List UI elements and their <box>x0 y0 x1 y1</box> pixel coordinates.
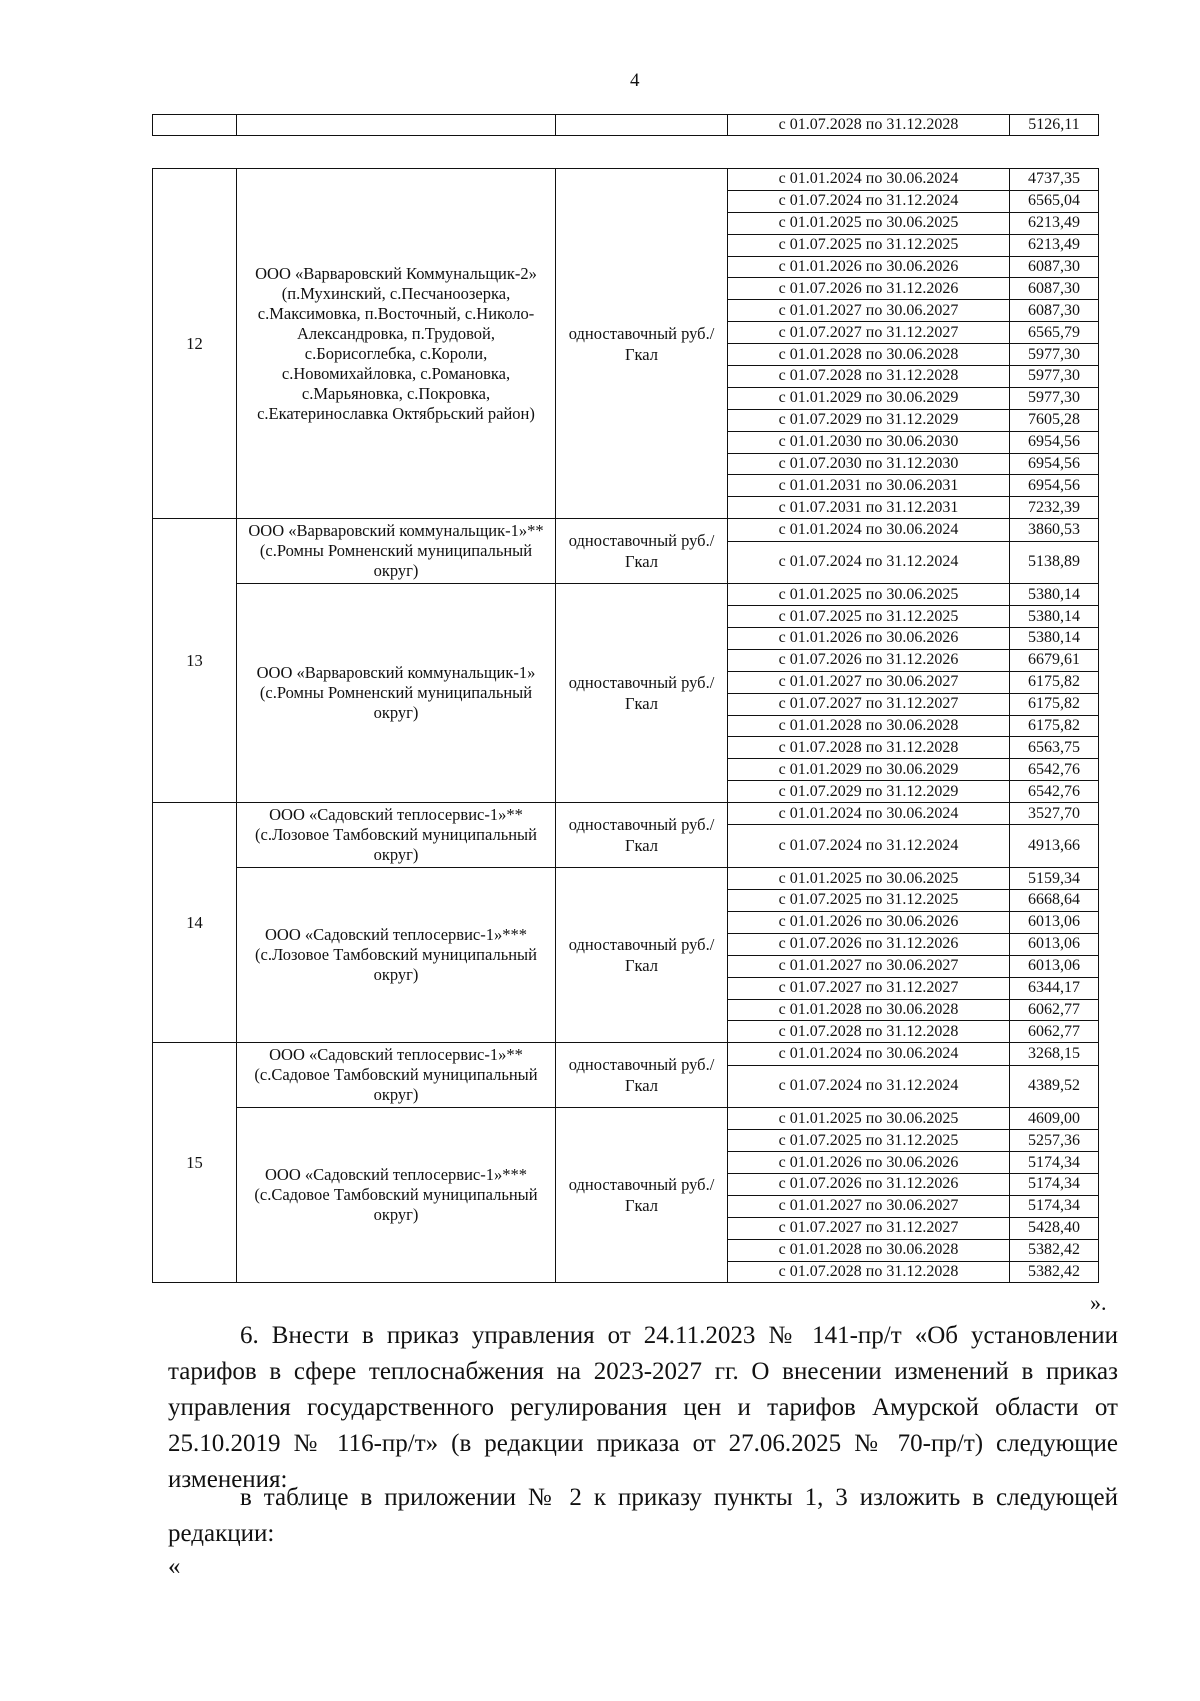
value-cell: 5977,30 <box>1010 366 1099 388</box>
item-number: 14 <box>153 803 237 1043</box>
organization-cell: ООО «Варваровский коммунальщик-1» (с.Ромны Ромненский муниципальный округ) <box>237 584 556 803</box>
value-cell: 4609,00 <box>1010 1108 1099 1130</box>
organization-cell: ООО «Варваровский Коммунальщик-2» (п.Мухинский, с.Песчаноозерка, с.Максимовка, п.Восточный, с.Николо-Александровка, п.Трудовой, с.Борисоглебка, с.Короли, с.Новомихайловка, с.Романовка, с.Марьяновка, с.Покровка, с.Екатеринославка Октябрьский район) <box>237 169 556 519</box>
period-cell: с 01.07.2024 по 31.12.2024 <box>728 1065 1010 1108</box>
value-cell: 6087,30 <box>1010 256 1099 278</box>
value-cell: 6542,76 <box>1010 781 1099 803</box>
period-cell: с 01.07.2026 по 31.12.2026 <box>728 278 1010 300</box>
period-cell: с 01.07.2029 по 31.12.2029 <box>728 781 1010 803</box>
period-cell: с 01.07.2027 по 31.12.2027 <box>728 977 1010 999</box>
period-cell: с 01.01.2024 по 30.06.2024 <box>728 519 1010 541</box>
tariff-type-cell: одноставочный руб./Гкал <box>556 868 728 1043</box>
period-cell: с 01.01.2026 по 30.06.2026 <box>728 911 1010 933</box>
value-cell: 6565,79 <box>1010 322 1099 344</box>
period-cell: с 01.07.2028 по 31.12.2028 <box>728 1261 1010 1283</box>
period-cell: с 01.01.2027 по 30.06.2027 <box>728 671 1010 693</box>
period-cell: с 01.01.2028 по 30.06.2028 <box>728 999 1010 1021</box>
value-cell: 5380,14 <box>1010 628 1099 650</box>
value-cell: 6175,82 <box>1010 693 1099 715</box>
period-cell: с 01.07.2027 по 31.12.2027 <box>728 1217 1010 1239</box>
value-cell: 6013,06 <box>1010 933 1099 955</box>
item-number: 15 <box>153 1043 237 1283</box>
value-cell: 4389,52 <box>1010 1065 1099 1108</box>
tariff-type-cell: одноставочный руб./Гкал <box>556 584 728 803</box>
closing-quote: ». <box>1090 1290 1107 1315</box>
value-cell: 4737,35 <box>1010 169 1099 191</box>
period-cell: с 01.07.2024 по 31.12.2024 <box>728 190 1010 212</box>
period-cell: с 01.07.2024 по 31.12.2024 <box>728 825 1010 868</box>
period-cell: с 01.07.2026 по 31.12.2026 <box>728 649 1010 671</box>
value-cell: 6668,64 <box>1010 890 1099 912</box>
type-cell <box>556 115 728 136</box>
table-row <box>153 169 1099 191</box>
value-cell: 5138,89 <box>1010 541 1099 584</box>
value-cell: 6087,30 <box>1010 300 1099 322</box>
period-cell: с 01.01.2026 по 30.06.2026 <box>728 256 1010 278</box>
table-row <box>153 1108 1099 1130</box>
period-cell: с 01.07.2025 по 31.12.2025 <box>728 890 1010 912</box>
value-cell: 6542,76 <box>1010 759 1099 781</box>
value-cell: 6087,30 <box>1010 278 1099 300</box>
period-cell: с 01.01.2030 по 30.06.2030 <box>728 431 1010 453</box>
value-cell: 6175,82 <box>1010 671 1099 693</box>
period-cell: с 01.07.2025 по 31.12.2025 <box>728 1130 1010 1152</box>
table-row <box>153 519 1099 541</box>
period-cell: с 01.07.2028 по 31.12.2028 <box>728 1021 1010 1043</box>
table-row <box>153 584 1099 606</box>
period-cell: с 01.01.2024 по 30.06.2024 <box>728 803 1010 825</box>
period-cell: с 01.07.2025 по 31.12.2025 <box>728 234 1010 256</box>
period-cell: с 01.07.2030 по 31.12.2030 <box>728 453 1010 475</box>
period-cell: с 01.01.2025 по 30.06.2025 <box>728 212 1010 234</box>
organization-cell: ООО «Садовский теплосервис-1»** (с.Лозовое Тамбовский муниципальный округ) <box>237 803 556 868</box>
period-cell: с 01.01.2025 по 30.06.2025 <box>728 584 1010 606</box>
value-cell: 6062,77 <box>1010 1021 1099 1043</box>
value-cell: 7605,28 <box>1010 409 1099 431</box>
period-cell: с 01.07.2028 по 31.12.2028 <box>728 366 1010 388</box>
value-cell: 7232,39 <box>1010 497 1099 519</box>
value-cell: 3860,53 <box>1010 519 1099 541</box>
value-cell: 5174,34 <box>1010 1173 1099 1195</box>
organization-cell: ООО «Садовский теплосервис-1»*** (с.Садовое Тамбовский муниципальный округ) <box>237 1108 556 1283</box>
period-cell: с 01.01.2026 по 30.06.2026 <box>728 1152 1010 1174</box>
period-cell: с 01.07.2026 по 31.12.2026 <box>728 933 1010 955</box>
org-cell <box>237 115 556 136</box>
value-cell: 5977,30 <box>1010 387 1099 409</box>
value-cell: 6175,82 <box>1010 715 1099 737</box>
value-cell: 5380,14 <box>1010 584 1099 606</box>
period-cell: с 01.01.2027 по 30.06.2027 <box>728 300 1010 322</box>
period-cell: с 01.07.2027 по 31.12.2027 <box>728 322 1010 344</box>
value-cell: 6013,06 <box>1010 911 1099 933</box>
tariff-type-cell: одноставочный руб./Гкал <box>556 803 728 868</box>
value-cell: 5126,11 <box>1010 115 1099 136</box>
period-cell: с 01.01.2026 по 30.06.2026 <box>728 628 1010 650</box>
period-cell: с 01.01.2028 по 30.06.2028 <box>728 344 1010 366</box>
period-cell: с 01.07.2026 по 31.12.2026 <box>728 1173 1010 1195</box>
value-cell: 6565,04 <box>1010 190 1099 212</box>
value-cell: 5382,42 <box>1010 1239 1099 1261</box>
period-cell: с 01.01.2027 по 30.06.2027 <box>728 955 1010 977</box>
value-cell: 5174,34 <box>1010 1152 1099 1174</box>
page-number: 4 <box>630 70 640 91</box>
period-cell: с 01.07.2028 по 31.12.2028 <box>728 737 1010 759</box>
period-cell: с 01.01.2027 по 30.06.2027 <box>728 1195 1010 1217</box>
tariff-type-cell: одноставочный руб./Гкал <box>556 1043 728 1108</box>
organization-cell: ООО «Садовский теплосервис-1»*** (с.Лозовое Тамбовский муниципальный округ) <box>237 868 556 1043</box>
value-cell: 6563,75 <box>1010 737 1099 759</box>
value-cell: 6679,61 <box>1010 649 1099 671</box>
value-cell: 5257,36 <box>1010 1130 1099 1152</box>
table-row <box>153 1043 1099 1065</box>
table-row <box>153 868 1099 890</box>
period-cell: с 01.01.2025 по 30.06.2025 <box>728 1108 1010 1130</box>
tariff-type-cell: одноставочный руб./Гкал <box>556 169 728 519</box>
organization-cell: ООО «Варваровский коммунальщик-1»** (с.Ромны Ромненский муниципальный округ) <box>237 519 556 584</box>
value-cell: 6344,17 <box>1010 977 1099 999</box>
period-cell: с 01.01.2031 по 30.06.2031 <box>728 475 1010 497</box>
value-cell: 5382,42 <box>1010 1261 1099 1283</box>
value-cell: 3527,70 <box>1010 803 1099 825</box>
value-cell: 6954,56 <box>1010 453 1099 475</box>
period-cell: с 01.01.2029 по 30.06.2029 <box>728 759 1010 781</box>
period-cell: с 01.07.2027 по 31.12.2027 <box>728 693 1010 715</box>
value-cell: 5174,34 <box>1010 1195 1099 1217</box>
value-cell: 6954,56 <box>1010 475 1099 497</box>
value-cell: 5428,40 <box>1010 1217 1099 1239</box>
tariff-type-cell: одноставочный руб./Гкал <box>556 519 728 584</box>
num-cell <box>153 115 237 136</box>
value-cell: 4913,66 <box>1010 825 1099 868</box>
value-cell: 5159,34 <box>1010 868 1099 890</box>
period-cell: с 01.07.2029 по 31.12.2029 <box>728 409 1010 431</box>
paragraph-6: 6. Внести в приказ управления от 24.11.2023 № 141-пр/т «Об установлении тарифов в сфере теплоснабжения на 2023-2027 гг. О внесении изменений в приказ управления государственного регулирования цен и тарифов Амурской области от 25.10.2019 № 116-пр/т» (в редакции приказа от 27.06.2025 № 70-пр/т) следующие изменения: <box>168 1322 1118 1493</box>
period-cell: с 01.01.2025 по 30.06.2025 <box>728 868 1010 890</box>
value-cell: 6013,06 <box>1010 955 1099 977</box>
period-cell: с 01.07.2031 по 31.12.2031 <box>728 497 1010 519</box>
period-cell: с 01.01.2028 по 30.06.2028 <box>728 715 1010 737</box>
organization-cell: ООО «Садовский теплосервис-1»** (с.Садовое Тамбовский муниципальный округ) <box>237 1043 556 1108</box>
value-cell: 6213,49 <box>1010 212 1099 234</box>
value-cell: 5380,14 <box>1010 606 1099 628</box>
period-cell: с 01.01.2024 по 30.06.2024 <box>728 169 1010 191</box>
period-cell: с 01.07.2024 по 31.12.2024 <box>728 541 1010 584</box>
period-cell: с 01.07.2025 по 31.12.2025 <box>728 606 1010 628</box>
value-cell: 5977,30 <box>1010 344 1099 366</box>
value-cell: 6213,49 <box>1010 234 1099 256</box>
value-cell: 3268,15 <box>1010 1043 1099 1065</box>
item-number: 13 <box>153 519 237 803</box>
tariff-type-cell: одноставочный руб./Гкал <box>556 1108 728 1283</box>
period-cell: с 01.01.2029 по 30.06.2029 <box>728 387 1010 409</box>
tariff-table-fragment <box>152 114 1099 136</box>
item-number: 12 <box>153 169 237 519</box>
opening-quote: « <box>168 1553 181 1580</box>
period-cell: с 01.01.2028 по 30.06.2028 <box>728 1239 1010 1261</box>
value-cell: 6954,56 <box>1010 431 1099 453</box>
period-cell: с 01.01.2024 по 30.06.2024 <box>728 1043 1010 1065</box>
value-cell: 6062,77 <box>1010 999 1099 1021</box>
tariff-table <box>152 168 1099 1283</box>
paragraph-7: в таблице в приложении № 2 к приказу пункты 1, 3 изложить в следующей редакции: <box>168 1484 1118 1547</box>
period-cell: с 01.07.2028 по 31.12.2028 <box>728 115 1010 136</box>
table-row <box>153 803 1099 825</box>
